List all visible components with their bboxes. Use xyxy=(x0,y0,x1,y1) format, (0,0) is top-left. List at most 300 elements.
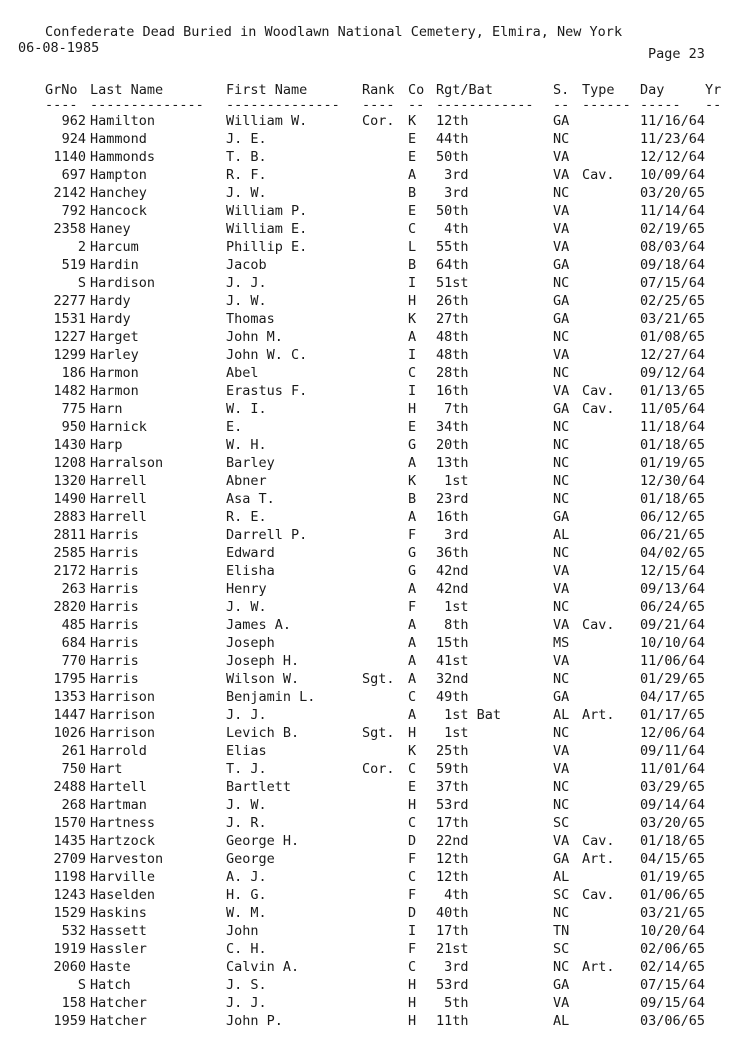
table-row xyxy=(0,887,750,905)
cell-rgt: 16th xyxy=(436,509,469,525)
table-row xyxy=(0,563,750,581)
cell-st: GA xyxy=(553,257,570,273)
cell-grno: 2172 xyxy=(53,563,86,579)
cell-first: John M. xyxy=(226,329,283,345)
cell-rgt: 22nd xyxy=(436,833,469,849)
cell-co: G xyxy=(408,437,417,453)
cell-st: NC xyxy=(553,275,570,291)
cell-rgt: 42nd xyxy=(436,581,469,597)
cell-grno: 2585 xyxy=(53,545,86,561)
cell-last: Harris xyxy=(90,617,139,633)
cell-rank: Cor. xyxy=(362,761,395,777)
cell-last: Hamilton xyxy=(90,113,156,129)
cell-co: A xyxy=(408,635,417,651)
cell-st: GA xyxy=(553,977,570,993)
cell-grno: 1430 xyxy=(53,437,86,453)
table-row xyxy=(0,275,750,293)
table-row xyxy=(0,473,750,491)
cell-rgt: 12th xyxy=(436,869,469,885)
cell-first: J. W. xyxy=(226,185,267,201)
cell-rank: Cor. xyxy=(362,113,395,129)
cell-date: 03/21/65 xyxy=(640,905,706,921)
cell-grno: 1529 xyxy=(53,905,86,921)
cell-st: NC xyxy=(553,959,570,975)
cell-co: E xyxy=(408,131,417,147)
cell-date: 11/05/64 xyxy=(640,401,706,417)
cell-grno: 1208 xyxy=(53,455,86,471)
table-row xyxy=(0,689,750,707)
cell-last: Harris xyxy=(90,653,139,669)
cell-co: H xyxy=(408,401,417,417)
cell-co: I xyxy=(408,383,417,399)
cell-last: Harris xyxy=(90,545,139,561)
cell-rgt: 53rd xyxy=(436,797,469,813)
cell-rgt: 42nd xyxy=(436,563,469,579)
cell-first: J. J. xyxy=(226,275,267,291)
cell-grno: 1243 xyxy=(53,887,86,903)
cell-co: H xyxy=(408,1013,417,1029)
cell-first: Elias xyxy=(226,743,267,759)
cell-date: 02/06/65 xyxy=(640,941,706,957)
cell-last: Hart xyxy=(90,761,123,777)
table-row xyxy=(0,401,750,419)
cell-last: Hancock xyxy=(90,203,147,219)
header-rank: Rank xyxy=(362,82,395,98)
cell-co: A xyxy=(408,653,417,669)
cell-type: Cav. xyxy=(582,887,615,903)
cell-rgt: 8th xyxy=(436,617,469,633)
cell-co: G xyxy=(408,563,417,579)
cell-st: GA xyxy=(553,401,570,417)
cell-grno: 1198 xyxy=(53,869,86,885)
cell-rgt: 21st xyxy=(436,941,469,957)
cell-date: 03/29/65 xyxy=(640,779,706,795)
cell-first: Edward xyxy=(226,545,275,561)
cell-st: NC xyxy=(553,131,570,147)
header-type: Type xyxy=(582,82,615,98)
cell-st: NC xyxy=(553,797,570,813)
cell-st: NC xyxy=(553,419,570,435)
table-row xyxy=(0,653,750,671)
cell-last: Harley xyxy=(90,347,139,363)
cell-first: Erastus F. xyxy=(226,383,308,399)
dash-co: -- xyxy=(408,97,425,113)
cell-rgt: 23rd xyxy=(436,491,469,507)
cell-co: F xyxy=(408,887,417,903)
cell-rgt: 4th xyxy=(436,221,469,237)
cell-first: William P. xyxy=(226,203,308,219)
cell-grno: 1140 xyxy=(53,149,86,165)
cell-first: William W. xyxy=(226,113,308,129)
cell-first: R. E. xyxy=(226,509,267,525)
cell-grno: 1570 xyxy=(53,815,86,831)
cell-st: NC xyxy=(553,599,570,615)
cell-st: VA xyxy=(553,563,570,579)
cell-grno: 2142 xyxy=(53,185,86,201)
table-row xyxy=(0,905,750,923)
table-row xyxy=(0,509,750,527)
cell-last: Harrold xyxy=(90,743,147,759)
cell-last: Haselden xyxy=(90,887,156,903)
cell-date: 01/06/65 xyxy=(640,887,706,903)
cell-grno: 263 xyxy=(61,581,86,597)
table-row xyxy=(0,743,750,761)
cell-type: Cav. xyxy=(582,833,615,849)
table-row xyxy=(0,833,750,851)
cell-st: NC xyxy=(553,545,570,561)
cell-first: W. I. xyxy=(226,401,267,417)
cell-co: A xyxy=(408,455,417,471)
cell-first: J. W. xyxy=(226,599,267,615)
cell-rgt: 49th xyxy=(436,689,469,705)
cell-grno: 1531 xyxy=(53,311,86,327)
cell-rgt: 12th xyxy=(436,851,469,867)
cell-first: Phillip E. xyxy=(226,239,308,255)
cell-date: 12/27/64 xyxy=(640,347,706,363)
cell-grno: 750 xyxy=(61,761,86,777)
cell-date: 03/20/65 xyxy=(640,815,706,831)
cell-last: Harrell xyxy=(90,509,147,525)
cell-rgt: 64th xyxy=(436,257,469,273)
cell-rgt: 26th xyxy=(436,293,469,309)
cell-st: VA xyxy=(553,653,570,669)
cell-st: VA xyxy=(553,383,570,399)
table-row xyxy=(0,869,750,887)
cell-date: 01/29/65 xyxy=(640,671,706,687)
cell-rgt: 36th xyxy=(436,545,469,561)
cell-co: H xyxy=(408,293,417,309)
cell-date: 02/19/65 xyxy=(640,221,706,237)
cell-date: 11/14/64 xyxy=(640,203,706,219)
cell-date: 06/24/65 xyxy=(640,599,706,615)
cell-date: 11/16/64 xyxy=(640,113,706,129)
cell-st: VA xyxy=(553,347,570,363)
cell-last: Haney xyxy=(90,221,131,237)
dash-last-name: -------------- xyxy=(90,97,204,113)
cell-rgt: 44th xyxy=(436,131,469,147)
cell-st: NC xyxy=(553,905,570,921)
cell-type: Cav. xyxy=(582,617,615,633)
cell-co: A xyxy=(408,617,417,633)
cell-first: T. J. xyxy=(226,761,267,777)
cell-date: 11/01/64 xyxy=(640,761,706,777)
cell-date: 03/20/65 xyxy=(640,185,706,201)
cell-st: MS xyxy=(553,635,570,651)
cell-first: J. J. xyxy=(226,995,267,1011)
cell-last: Hampton xyxy=(90,167,147,183)
cell-date: 11/23/64 xyxy=(640,131,706,147)
cell-st: GA xyxy=(553,311,570,327)
cell-last: Harville xyxy=(90,869,156,885)
cell-first: John W. C. xyxy=(226,347,308,363)
cell-co: A xyxy=(408,509,417,525)
cell-first: Wilson W. xyxy=(226,671,300,687)
table-row xyxy=(0,437,750,455)
cell-date: 10/20/64 xyxy=(640,923,706,939)
cell-co: B xyxy=(408,185,417,201)
cell-first: George xyxy=(226,851,275,867)
cell-co: C xyxy=(408,959,417,975)
cell-rgt: 12th xyxy=(436,113,469,129)
cell-co: H xyxy=(408,725,417,741)
dash-first-name: -------------- xyxy=(226,97,340,113)
cell-first: John P. xyxy=(226,1013,283,1029)
cell-type: Cav. xyxy=(582,167,615,183)
dash-state: -- xyxy=(553,97,570,113)
cell-st: GA xyxy=(553,293,570,309)
cell-date: 07/15/64 xyxy=(640,977,706,993)
header-day: Day xyxy=(640,82,665,98)
cell-co: A xyxy=(408,329,417,345)
cell-first: Benjamin L. xyxy=(226,689,316,705)
cell-st: SC xyxy=(553,815,570,831)
cell-first: C. H. xyxy=(226,941,267,957)
cell-rgt: 51st xyxy=(436,275,469,291)
cell-st: VA xyxy=(553,743,570,759)
cell-co: I xyxy=(408,923,417,939)
cell-first: Barley xyxy=(226,455,275,471)
cell-grno: 485 xyxy=(61,617,86,633)
cell-rgt: 25th xyxy=(436,743,469,759)
table-row xyxy=(0,941,750,959)
cell-type: Cav. xyxy=(582,401,615,417)
cell-first: H. G. xyxy=(226,887,267,903)
cell-co: H xyxy=(408,995,417,1011)
cell-first: T. B. xyxy=(226,149,267,165)
cell-grno: 697 xyxy=(61,167,86,183)
cell-st: NC xyxy=(553,185,570,201)
header-grno: GrNo xyxy=(45,82,78,98)
cell-rgt: 50th xyxy=(436,149,469,165)
cell-date: 09/18/64 xyxy=(640,257,706,273)
table-row xyxy=(0,203,750,221)
cell-date: 12/15/64 xyxy=(640,563,706,579)
table-row xyxy=(0,761,750,779)
cell-grno: 158 xyxy=(61,995,86,1011)
cell-st: GA xyxy=(553,509,570,525)
cell-last: Harn xyxy=(90,401,123,417)
cell-co: E xyxy=(408,419,417,435)
cell-type: Art. xyxy=(582,959,615,975)
table-row xyxy=(0,599,750,617)
cell-first: Jacob xyxy=(226,257,267,273)
cell-co: K xyxy=(408,311,417,327)
header-first-name: First Name xyxy=(226,82,308,98)
cell-rgt: 16th xyxy=(436,383,469,399)
table-body xyxy=(0,113,750,1031)
cell-rgt: 48th xyxy=(436,347,469,363)
cell-rgt: 1st xyxy=(436,599,469,615)
cell-st: VA xyxy=(553,581,570,597)
cell-date: 04/02/65 xyxy=(640,545,706,561)
cell-st: SC xyxy=(553,941,570,957)
cell-last: Harralson xyxy=(90,455,164,471)
cell-co: A xyxy=(408,671,417,687)
cell-last: Haste xyxy=(90,959,131,975)
table-row xyxy=(0,779,750,797)
table-row xyxy=(0,419,750,437)
table-row xyxy=(0,347,750,365)
cell-rgt: 20th xyxy=(436,437,469,453)
cell-type: Cav. xyxy=(582,383,615,399)
cell-grno: 1447 xyxy=(53,707,86,723)
cell-last: Hartzock xyxy=(90,833,156,849)
cell-co: B xyxy=(408,257,417,273)
cell-first: Joseph xyxy=(226,635,275,651)
cell-first: George H. xyxy=(226,833,300,849)
cell-first: Abner xyxy=(226,473,267,489)
cell-grno: 1482 xyxy=(53,383,86,399)
cell-date: 01/19/65 xyxy=(640,455,706,471)
cell-first: Elisha xyxy=(226,563,275,579)
table-row xyxy=(0,185,750,203)
cell-rgt: 13th xyxy=(436,455,469,471)
cell-date: 08/03/64 xyxy=(640,239,706,255)
dash-grno: ---- xyxy=(45,97,78,113)
cell-rgt: 4th xyxy=(436,887,469,903)
cell-rgt: 50th xyxy=(436,203,469,219)
cell-co: D xyxy=(408,905,417,921)
cell-grno: 2060 xyxy=(53,959,86,975)
cell-last: Harris xyxy=(90,671,139,687)
cell-co: F xyxy=(408,599,417,615)
document-title: Confederate Dead Buried in Woodlawn National Cemetery, Elmira, New York xyxy=(45,24,623,40)
cell-rgt: 28th xyxy=(436,365,469,381)
cell-grno: S xyxy=(77,977,86,993)
document-date: 06-08-1985 xyxy=(18,40,100,56)
cell-date: 02/14/65 xyxy=(640,959,706,975)
cell-last: Hardin xyxy=(90,257,139,273)
cell-date: 04/17/65 xyxy=(640,689,706,705)
cell-st: SC xyxy=(553,887,570,903)
cell-date: 01/17/65 xyxy=(640,707,706,723)
table-row xyxy=(0,1013,750,1031)
cell-st: GA xyxy=(553,851,570,867)
cell-grno: 1353 xyxy=(53,689,86,705)
cell-first: E. xyxy=(226,419,243,435)
cell-last: Harris xyxy=(90,581,139,597)
cell-rgt: 3rd xyxy=(436,959,469,975)
cell-date: 09/15/64 xyxy=(640,995,706,1011)
cell-co: H xyxy=(408,797,417,813)
cell-first: J. W. xyxy=(226,797,267,813)
dash-type: ------ xyxy=(582,97,631,113)
cell-rgt: 17th xyxy=(436,815,469,831)
cell-co: H xyxy=(408,977,417,993)
cell-rgt: 11th xyxy=(436,1013,469,1029)
cell-date: 06/21/65 xyxy=(640,527,706,543)
cell-grno: 2709 xyxy=(53,851,86,867)
cell-date: 01/18/65 xyxy=(640,833,706,849)
cell-date: 01/18/65 xyxy=(640,491,706,507)
page-number: Page 23 xyxy=(648,46,705,62)
cell-grno: 1959 xyxy=(53,1013,86,1029)
cell-type: Art. xyxy=(582,851,615,867)
cell-st: GA xyxy=(553,113,570,129)
cell-grno: 532 xyxy=(61,923,86,939)
cell-first: John xyxy=(226,923,259,939)
cell-date: 09/13/64 xyxy=(640,581,706,597)
cell-grno: 770 xyxy=(61,653,86,669)
header-state: S. xyxy=(553,82,570,98)
table-row xyxy=(0,545,750,563)
cell-first: J. R. xyxy=(226,815,267,831)
cell-rgt: 34th xyxy=(436,419,469,435)
cell-last: Hardy xyxy=(90,293,131,309)
cell-co: I xyxy=(408,347,417,363)
table-row xyxy=(0,455,750,473)
cell-rgt: 1st xyxy=(436,725,469,741)
dash-day: ----- xyxy=(640,97,681,113)
cell-last: Hammond xyxy=(90,131,147,147)
dash-rgt-bat: ------------ xyxy=(436,97,534,113)
cell-co: E xyxy=(408,779,417,795)
table-row xyxy=(0,725,750,743)
cell-grno: 2358 xyxy=(53,221,86,237)
cell-last: Hatcher xyxy=(90,1013,147,1029)
cell-grno: 2820 xyxy=(53,599,86,615)
table-row xyxy=(0,671,750,689)
cell-last: Harrison xyxy=(90,707,156,723)
cell-grno: 1919 xyxy=(53,941,86,957)
cell-last: Harrison xyxy=(90,689,156,705)
cell-co: F xyxy=(408,527,417,543)
cell-last: Harrison xyxy=(90,725,156,741)
cell-first: William E. xyxy=(226,221,308,237)
cell-grno: 1795 xyxy=(53,671,86,687)
cell-rgt: 3rd xyxy=(436,167,469,183)
table-row xyxy=(0,617,750,635)
cell-co: G xyxy=(408,545,417,561)
cell-grno: 792 xyxy=(61,203,86,219)
cell-st: NC xyxy=(553,725,570,741)
cell-st: VA xyxy=(553,203,570,219)
cell-last: Harp xyxy=(90,437,123,453)
cell-grno: 684 xyxy=(61,635,86,651)
cell-rgt: 59th xyxy=(436,761,469,777)
cell-grno: 1490 xyxy=(53,491,86,507)
cell-co: B xyxy=(408,491,417,507)
cell-first: Abel xyxy=(226,365,259,381)
table-row xyxy=(0,959,750,977)
cell-grno: 2 xyxy=(77,239,86,255)
cell-last: Hardison xyxy=(90,275,156,291)
cell-last: Hatch xyxy=(90,977,131,993)
cell-last: Hassett xyxy=(90,923,147,939)
cell-date: 12/12/64 xyxy=(640,149,706,165)
cell-st: NC xyxy=(553,329,570,345)
cell-date: 09/21/64 xyxy=(640,617,706,633)
cell-co: C xyxy=(408,221,417,237)
cell-st: VA xyxy=(553,833,570,849)
cell-first: Asa T. xyxy=(226,491,275,507)
cell-last: Harris xyxy=(90,563,139,579)
cell-date: 11/06/64 xyxy=(640,653,706,669)
cell-co: I xyxy=(408,275,417,291)
table-row xyxy=(0,923,750,941)
table-row xyxy=(0,581,750,599)
cell-st: NC xyxy=(553,455,570,471)
cell-co: A xyxy=(408,167,417,183)
cell-grno: 962 xyxy=(61,113,86,129)
table-row xyxy=(0,527,750,545)
cell-co: A xyxy=(408,707,417,723)
cell-date: 02/25/65 xyxy=(640,293,706,309)
table-row xyxy=(0,257,750,275)
cell-last: Harget xyxy=(90,329,139,345)
header-co: Co xyxy=(408,82,425,98)
cell-last: Harveston xyxy=(90,851,164,867)
